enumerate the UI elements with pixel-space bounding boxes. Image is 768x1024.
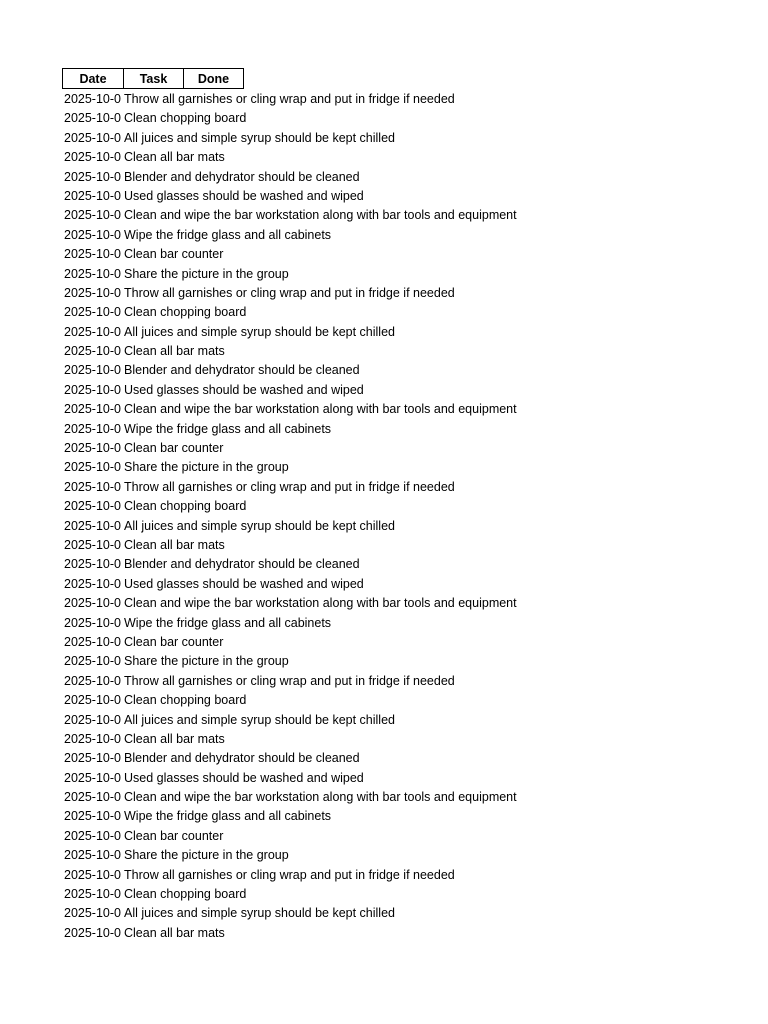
task-date: 2025-10-0 — [64, 208, 121, 223]
task-date: 2025-10-0 — [64, 634, 121, 649]
task-text: Blender and dehydrator should be cleaned — [124, 751, 360, 766]
task-row — [64, 749, 754, 768]
task-row — [64, 885, 754, 904]
task-text: Throw all garnishes or cling wrap and put in fridge if needed — [124, 479, 455, 494]
task-list — [64, 90, 754, 943]
task-text: Clean chopping board — [124, 887, 247, 902]
task-row — [64, 575, 754, 594]
task-date: 2025-10-0 — [64, 751, 121, 766]
task-text: All juices and simple syrup should be kept chilled — [124, 518, 395, 533]
task-date: 2025-10-0 — [64, 305, 121, 320]
task-text: Clean and wipe the bar workstation along with bar tools and equipment — [124, 790, 517, 805]
task-text: Blender and dehydrator should be cleaned — [124, 363, 360, 378]
task-row — [64, 439, 754, 458]
task-date: 2025-10-0 — [64, 673, 121, 688]
task-date: 2025-10-0 — [64, 925, 121, 940]
task-text: Clean chopping board — [124, 693, 247, 708]
task-row — [64, 652, 754, 671]
task-row — [64, 265, 754, 284]
task-text: All juices and simple syrup should be kept chilled — [124, 324, 395, 339]
task-date: 2025-10-0 — [64, 828, 121, 843]
task-text: Wipe the fridge glass and all cabinets — [124, 227, 332, 242]
task-text: Share the picture in the group — [124, 460, 289, 475]
task-date: 2025-10-0 — [64, 479, 121, 494]
task-text: Used glasses should be washed and wiped — [124, 770, 364, 785]
task-date: 2025-10-0 — [64, 227, 121, 242]
task-row — [64, 245, 754, 264]
task-text: Throw all garnishes or cling wrap and put in fridge if needed — [124, 673, 455, 688]
task-text: Clean and wipe the bar workstation along with bar tools and equipment — [124, 208, 517, 223]
task-text: Clean and wipe the bar workstation along with bar tools and equipment — [124, 596, 517, 611]
task-text: Clean all bar mats — [124, 150, 225, 165]
header-row — [63, 69, 244, 89]
task-date: 2025-10-0 — [64, 344, 121, 359]
task-text: Clean all bar mats — [124, 925, 225, 940]
task-row — [64, 536, 754, 555]
task-date: 2025-10-0 — [64, 615, 121, 630]
task-row — [64, 691, 754, 710]
task-date: 2025-10-0 — [64, 130, 121, 145]
task-row — [64, 614, 754, 633]
task-text: Blender and dehydrator should be cleaned — [124, 169, 360, 184]
task-row — [64, 807, 754, 826]
task-text: Clean bar counter — [124, 441, 224, 456]
task-row — [64, 381, 754, 400]
task-text: Clean all bar mats — [124, 344, 225, 359]
task-row — [64, 730, 754, 749]
task-row — [64, 400, 754, 419]
task-date: 2025-10-0 — [64, 285, 121, 300]
task-date: 2025-10-0 — [64, 848, 121, 863]
task-date: 2025-10-0 — [64, 363, 121, 378]
task-row — [64, 226, 754, 245]
task-row — [64, 284, 754, 303]
task-text: Used glasses should be washed and wiped — [124, 188, 364, 203]
task-row — [64, 187, 754, 206]
task-text: Share the picture in the group — [124, 654, 289, 669]
task-row — [64, 478, 754, 497]
task-date: 2025-10-0 — [64, 111, 121, 126]
task-text: Clean all bar mats — [124, 731, 225, 746]
task-text: Clean all bar mats — [124, 537, 225, 552]
task-date: 2025-10-0 — [64, 654, 121, 669]
task-date: 2025-10-0 — [64, 712, 121, 727]
task-row — [64, 109, 754, 128]
task-row — [64, 827, 754, 846]
task-date: 2025-10-0 — [64, 441, 121, 456]
task-row — [64, 769, 754, 788]
task-row — [64, 342, 754, 361]
task-text: Clean chopping board — [124, 499, 247, 514]
task-text: Throw all garnishes or cling wrap and put in fridge if needed — [124, 285, 455, 300]
task-date: 2025-10-0 — [64, 906, 121, 921]
task-text: Throw all garnishes or cling wrap and put in fridge if needed — [124, 92, 455, 106]
task-date: 2025-10-0 — [64, 92, 121, 106]
task-row — [64, 517, 754, 536]
task-date: 2025-10-0 — [64, 596, 121, 611]
task-date: 2025-10-0 — [64, 188, 121, 203]
task-text: Wipe the fridge glass and all cabinets — [124, 421, 332, 436]
task-row — [64, 206, 754, 225]
task-date: 2025-10-0 — [64, 867, 121, 882]
task-row — [64, 594, 754, 613]
task-text: Clean chopping board — [124, 305, 247, 320]
task-date: 2025-10-0 — [64, 693, 121, 708]
task-date: 2025-10-0 — [64, 557, 121, 572]
task-date: 2025-10-0 — [64, 169, 121, 184]
task-row — [64, 361, 754, 380]
task-date: 2025-10-0 — [64, 518, 121, 533]
task-date: 2025-10-0 — [64, 790, 121, 805]
done-column-header: Done — [184, 69, 244, 89]
task-row — [64, 846, 754, 865]
task-text: Clean bar counter — [124, 634, 224, 649]
task-row — [64, 420, 754, 439]
task-row — [64, 303, 754, 322]
task-date: 2025-10-0 — [64, 421, 121, 436]
task-date: 2025-10-0 — [64, 324, 121, 339]
task-date: 2025-10-0 — [64, 809, 121, 824]
task-text: Clean bar counter — [124, 247, 224, 262]
task-text: All juices and simple syrup should be kept chilled — [124, 130, 395, 145]
task-row — [64, 711, 754, 730]
task-text: All juices and simple syrup should be kept chilled — [124, 906, 395, 921]
date-column-header: Date — [63, 69, 124, 89]
task-row — [64, 168, 754, 187]
task-row — [64, 323, 754, 342]
task-text: Clean and wipe the bar workstation along with bar tools and equipment — [124, 402, 517, 417]
task-text: Used glasses should be washed and wiped — [124, 382, 364, 397]
task-text: Used glasses should be washed and wiped — [124, 576, 364, 591]
task-text: Clean chopping board — [124, 111, 247, 126]
task-text: Throw all garnishes or cling wrap and put in fridge if needed — [124, 867, 455, 882]
task-row — [64, 129, 754, 148]
task-row — [64, 497, 754, 516]
task-date: 2025-10-0 — [64, 460, 121, 475]
task-date: 2025-10-0 — [64, 537, 121, 552]
task-date: 2025-10-0 — [64, 731, 121, 746]
task-text: Clean bar counter — [124, 828, 224, 843]
task-text: Share the picture in the group — [124, 848, 289, 863]
task-text: Share the picture in the group — [124, 266, 289, 281]
task-text: Wipe the fridge glass and all cabinets — [124, 615, 332, 630]
task-row — [64, 788, 754, 807]
task-row — [64, 866, 754, 885]
task-row — [64, 90, 754, 109]
task-date: 2025-10-0 — [64, 382, 121, 397]
task-row — [64, 672, 754, 691]
task-date: 2025-10-0 — [64, 887, 121, 902]
task-row — [64, 904, 754, 923]
task-row — [64, 633, 754, 652]
task-date: 2025-10-0 — [64, 266, 121, 281]
task-date: 2025-10-0 — [64, 402, 121, 417]
task-text: All juices and simple syrup should be kept chilled — [124, 712, 395, 727]
task-row — [64, 148, 754, 167]
task-row — [64, 555, 754, 574]
task-date: 2025-10-0 — [64, 576, 121, 591]
task-date: 2025-10-0 — [64, 247, 121, 262]
task-row — [64, 458, 754, 477]
task-row — [64, 924, 754, 943]
task-date: 2025-10-0 — [64, 770, 121, 785]
task-date: 2025-10-0 — [64, 499, 121, 514]
task-text: Wipe the fridge glass and all cabinets — [124, 809, 332, 824]
header-table — [62, 68, 244, 89]
task-text: Blender and dehydrator should be cleaned — [124, 557, 360, 572]
task-column-header: Task — [124, 69, 184, 89]
task-date: 2025-10-0 — [64, 150, 121, 165]
